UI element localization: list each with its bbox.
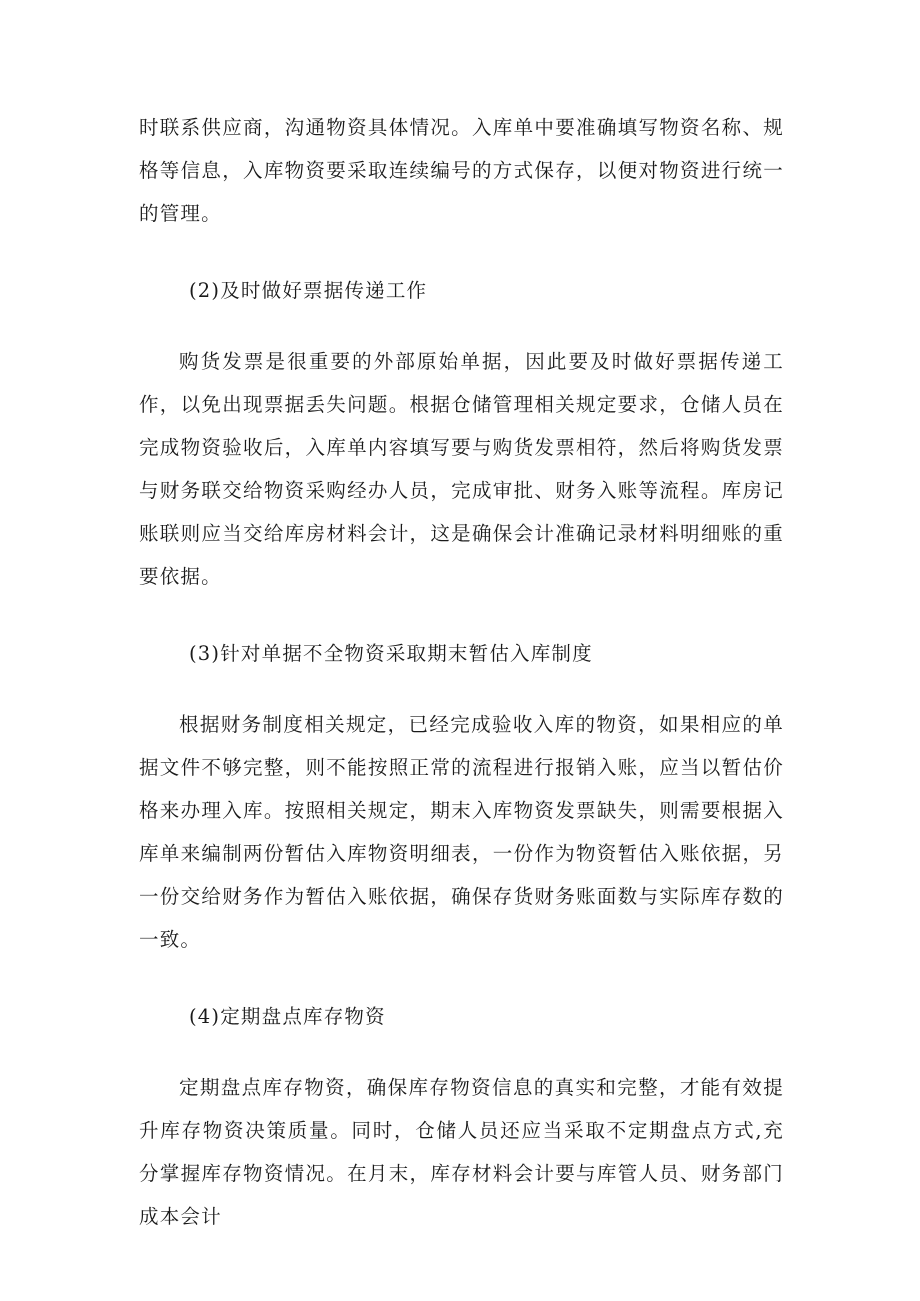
section-heading-2: (2)及时做好票据传递工作 [189,279,428,302]
section-body-3: 根据财务制度相关规定，已经完成验收入库的物资，如果相应的单据文件不够完整，则不能按照正常的流程进行报销入账，应当以暂估价格来办理入库。按照相关规定，期末入库物资发票缺失，则需要根据入库单来编制两份暂估入库物资明细表，一份作为物资暂估入账依据，另一份交给财务作为暂估入账依据，确保存货财务账面数与实际库存数的一致。 [139,713,784,951]
section-body-2: 购货发票是很重要的外部原始单据，因此要及时做好票据传递工作，以免出现票据丢失问题。根据仓储管理相关规定要求，仓储人员在完成物资验收后，入库单内容填写要与购货发票相符，然后将购货发票与财务联交给物资采购经办人员，完成审批、财务入账等流程。库房记账联则应当交给库房材料会计，这是确保会计准确记录材料明细账的重要依据。 [139,350,784,588]
continuation-paragraph: 时联系供应商，沟通物资具体情况。入库单中要准确填写物资名称、规格等信息，入库物资要采取连续编号的方式保存，以便对物资进行统一的管理。 [139,116,784,225]
document-content [139,106,784,1238]
section-heading-3: (3)针对单据不全物资采取期末暂估入库制度 [189,642,593,665]
section-heading-4: (4)定期盘点库存物资 [189,1005,386,1028]
section-body-4: 定期盘点库存物资，确保库存物资信息的真实和完整，才能有效提升库存物资决策质量。同时，仓储人员还应当采取不定期盘点方式,充分掌握库存物资情况。在月末，库存材料会计要与库管人员、财务部门成本会计 [139,1076,784,1228]
